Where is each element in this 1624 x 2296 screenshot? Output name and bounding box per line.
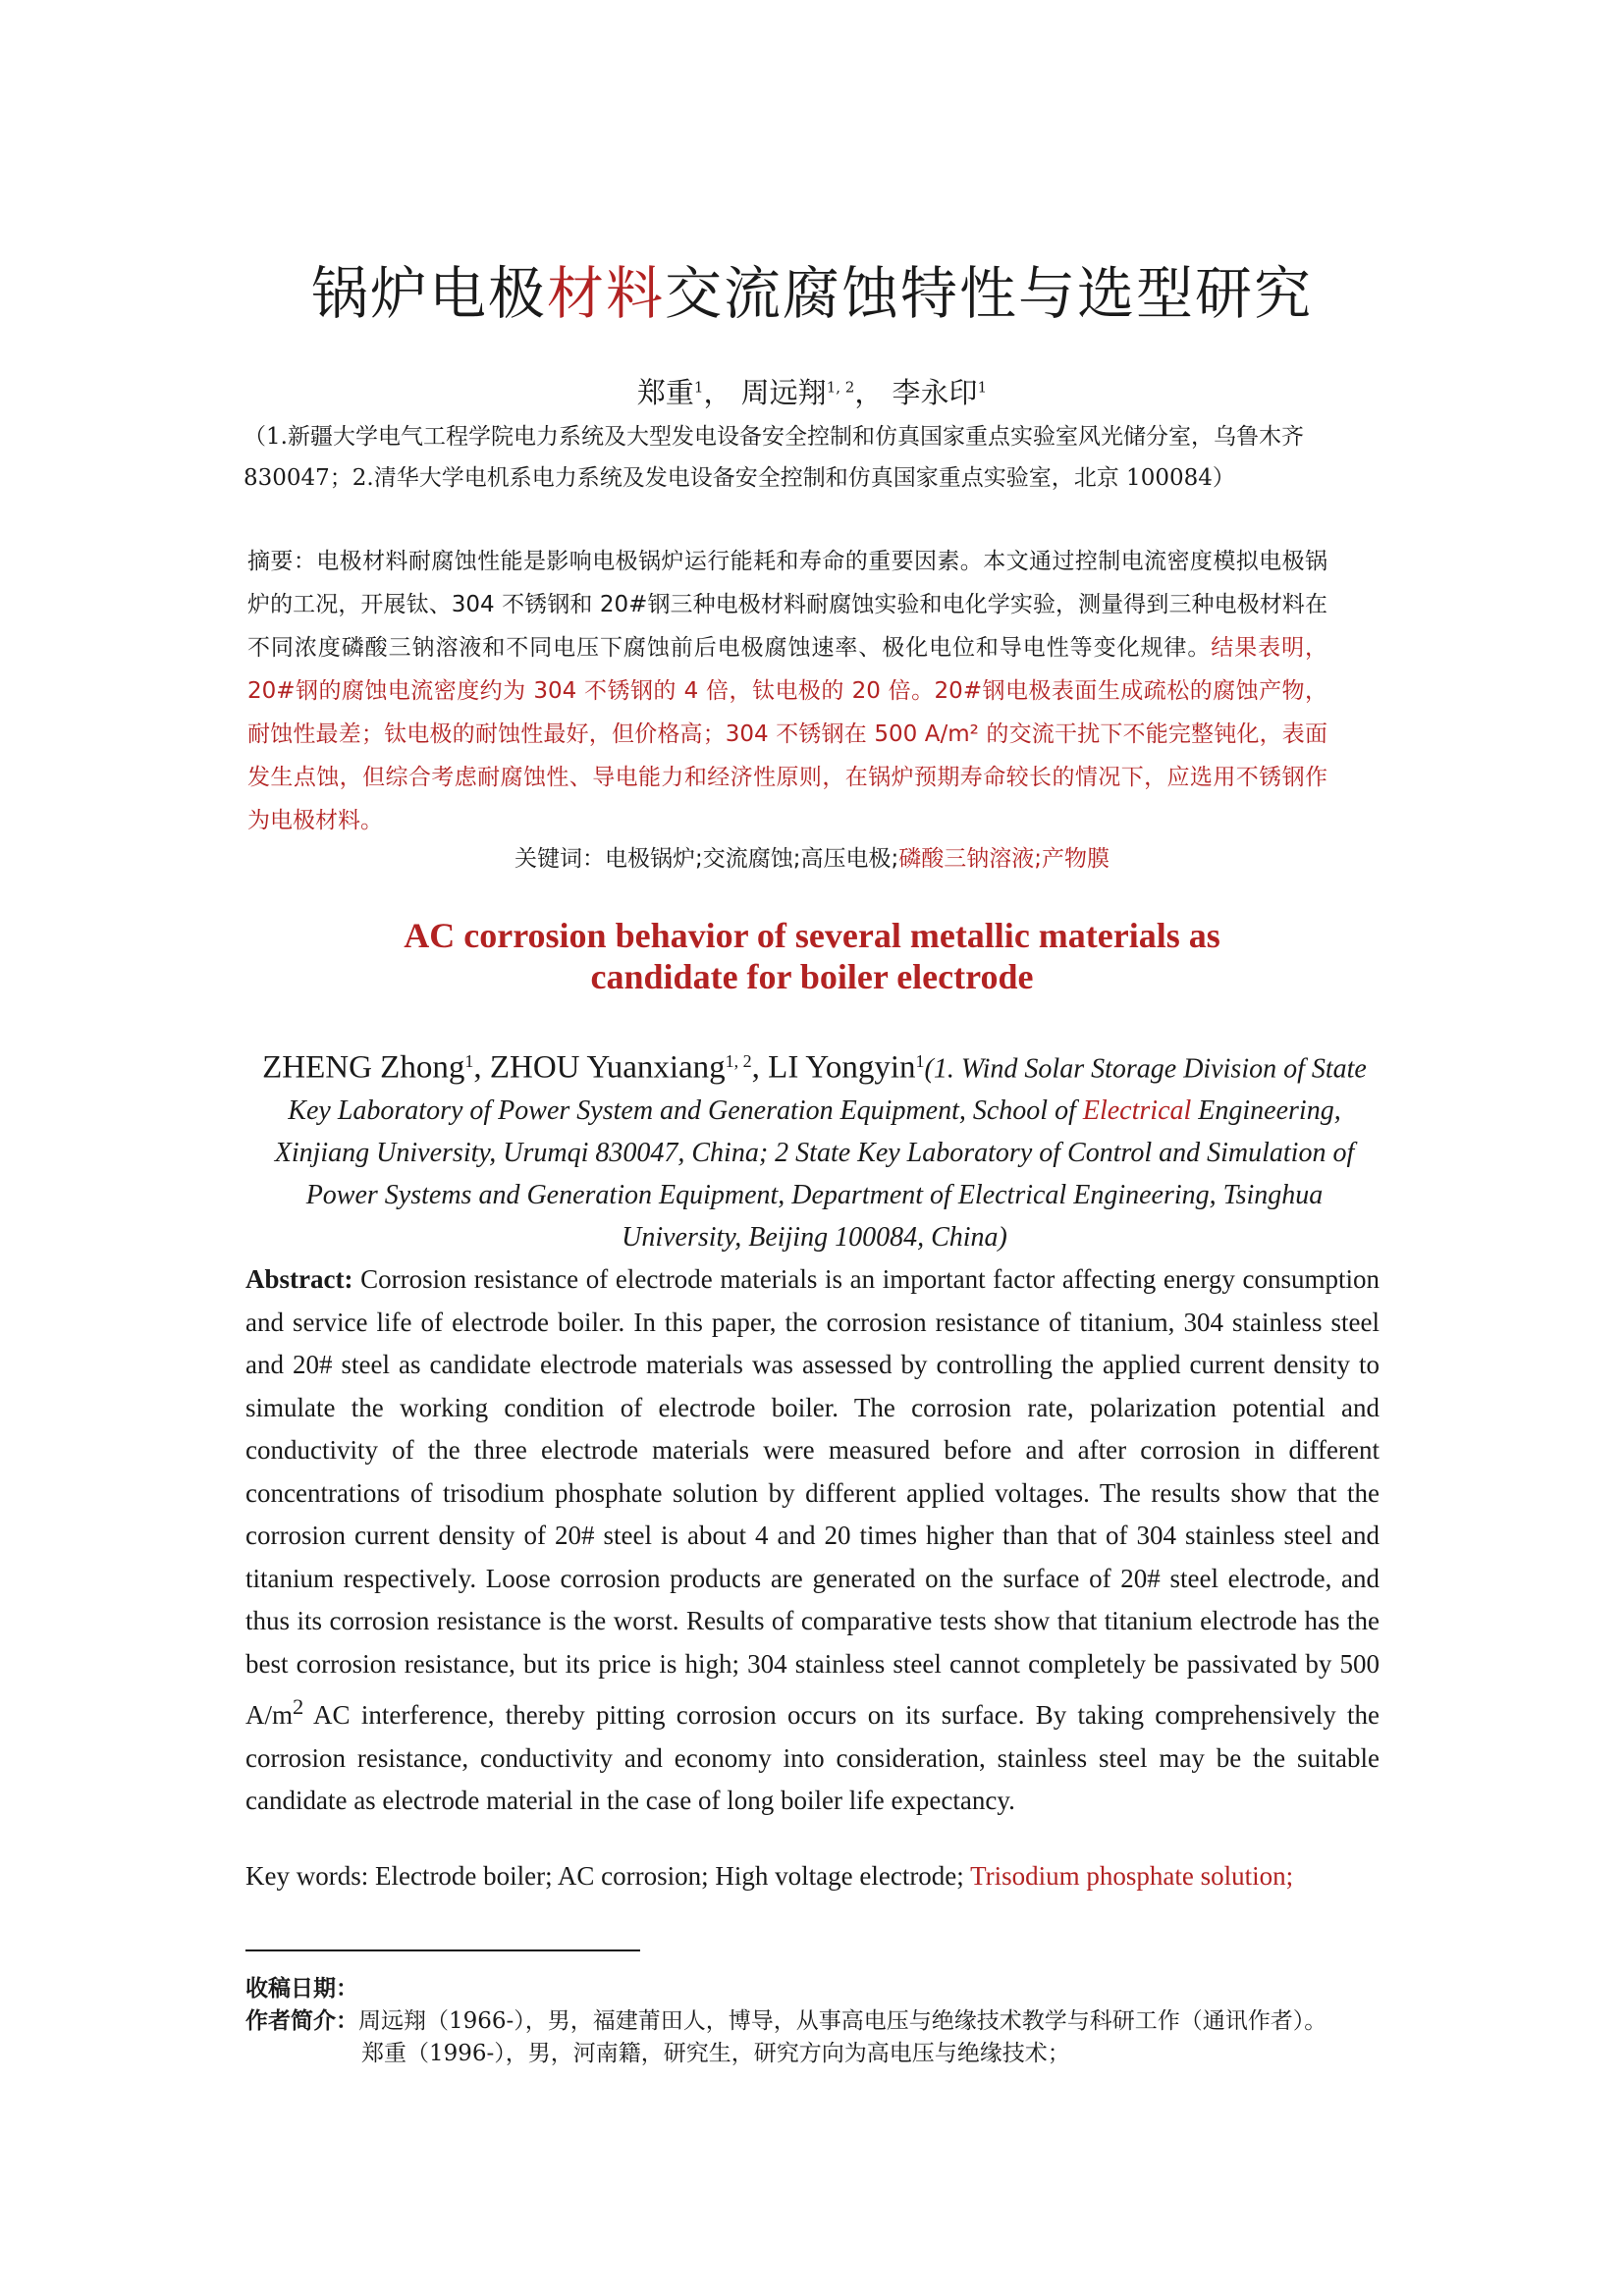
chinese-title-highlight: 材料 bbox=[546, 260, 665, 327]
author-bio-label: 作者简介： bbox=[245, 2008, 358, 2034]
author-bio-text: 周远翔（1966-），男，福建莆田人，博导，从事高电压与绝缘技术教学与科研工作（通讯作者）。 bbox=[358, 2008, 1327, 2034]
english-abstract bbox=[245, 1258, 1380, 1823]
english-keywords-highlight: Trisodium phosphate solution; bbox=[970, 1861, 1294, 1891]
author-affiliation-mark: 1 bbox=[915, 1051, 925, 1071]
chinese-keywords-text: 关键词：电极锅炉;交流腐蚀;高压电极; bbox=[514, 846, 899, 872]
author-name: 李永印 bbox=[892, 376, 978, 409]
chinese-abstract-text: 摘要：电极材料耐腐蚀性能是影响电极锅炉运行能耗和寿命的重要因素。本文通过控制电流密度模拟电极锅炉的工况，开展钛、304 不锈钢和 20#钢三种电极材料耐腐蚀实验和电化学实验，测量得到三种电极材料在不同浓度磷酸三钠溶液和不同电压下腐蚀前后电极腐蚀速率、极化电位和导电性等变化规律。 bbox=[247, 549, 1327, 661]
english-keywords bbox=[245, 1855, 1394, 1897]
author-name: 郑重 bbox=[636, 376, 694, 409]
author-affiliation-mark: 1 bbox=[977, 378, 988, 397]
chinese-authors bbox=[0, 371, 1624, 411]
author-bio-text-2: 郑重（1996-），男，河南籍，研究生，研究方向为高电压与绝缘技术； bbox=[361, 2041, 1070, 2066]
author-separator: , bbox=[473, 1049, 490, 1086]
chinese-abstract bbox=[247, 540, 1327, 842]
english-title-line1: AC corrosion behavior of several metallic materials as bbox=[404, 916, 1220, 955]
author-bio-line bbox=[245, 2005, 1355, 2038]
chinese-title-part2: 交流腐蚀特性与选型研究 bbox=[665, 260, 1314, 327]
english-author-name: ZHENG Zhong bbox=[262, 1049, 465, 1086]
english-abstract-text: Corrosion resistance of electrode materials is an important factor affecting energy consumption and service life of electrode boiler. In this paper, the corrosion resistance of titanium, 304 stainless steel and 20# steel as candidate electrode materials was assessed by controlling the applied current density to simulate the working condition of electrode boiler. The corrosion rate, polarization potential and conductivity of the three electrode materials were measured before and after corrosion in different concentrations of trisodium phosphate solution by different applied voltages. The results show that the corrosion current density of 20# steel is about 4 and 20 times higher than that of 304 stainless steel and titanium respectively. Loose corrosion products are generated on the surface of 20# steel electrode, and thus its corrosion resistance is the worst. Results of comparative tests show that titanium electrode has the best corrosion resistance, but its price is high; 304 stainless steel cannot completely be passivated by 500 A/m bbox=[245, 1264, 1380, 1730]
chinese-keywords bbox=[0, 840, 1624, 873]
english-keywords-text: Key words: Electrode boiler; AC corrosion; High voltage electrode; bbox=[245, 1861, 971, 1891]
chinese-affiliation: （1.新疆大学电气工程学院电力系统及大型发电设备安全控制和仿真国家重点实验室风光储分室，乌鲁木齐 830047；2.清华大学电机系电力系统及发电设备安全控制和仿真国家重点实验室，北京 100084） bbox=[244, 424, 1304, 491]
unit-superscript: 2 bbox=[293, 1694, 304, 1719]
english-affiliation-highlight: Electrical bbox=[1082, 1095, 1192, 1127]
english-author-name: LI Yongyin bbox=[768, 1049, 916, 1086]
footnote-divider bbox=[245, 1949, 640, 1951]
author-bio-line-2 bbox=[245, 2038, 1355, 2070]
chinese-title bbox=[0, 247, 1624, 330]
english-author-name: ZHOU Yuanxiang bbox=[489, 1049, 726, 1086]
author-separator: ， bbox=[703, 376, 732, 409]
english-title bbox=[0, 915, 1624, 997]
chinese-abstract-conclusion: 结果表明，20#钢的腐蚀电流密度约为 304 不锈钢的 4 倍，钛电极的 20 倍。20#钢电极表面生成疏松的腐蚀产物，耐蚀性最差；钛电极的耐蚀性最好，但价格高；304 不锈钢在 500 A/m² 的交流干扰下不能完整钝化，表面发生点蚀，但综合考虑耐腐蚀性、导电能力和经济性原则，在锅炉预期寿命较长的情况下，应选用不锈钢作为电极材料。 bbox=[247, 635, 1328, 833]
received-date-label: 收稿日期： bbox=[245, 1976, 358, 2002]
english-affiliation-rest: Engineering, Xinjiang University, Urumqi 830047, China; 2 State Key Laboratory of Control and Simulation of Power Systems and Generation Equipment, Department of Electrical Engineering, Tsinghua University, Beijing 100084, China) bbox=[274, 1095, 1355, 1254]
author-affiliation-mark: 1, 2 bbox=[725, 1051, 752, 1071]
english-authors-affiliation bbox=[247, 1041, 1381, 1258]
english-abstract-text-rest: AC interference, thereby pitting corrosion occurs on its surface. By taking comprehensively the corrosion resistance, conductivity and economy into consideration, stainless steel may be the suitable candidate as electrode material in the case of long boiler life expectancy. bbox=[245, 1700, 1380, 1815]
footnotes bbox=[245, 1973, 1355, 2070]
author-affiliation-mark: 1, 2 bbox=[826, 378, 855, 397]
english-title-line2: candidate for boiler electrode bbox=[590, 957, 1034, 996]
abstract-label: Abstract: bbox=[245, 1264, 353, 1294]
chinese-title-part1: 锅炉电极 bbox=[310, 260, 547, 327]
author-affiliation-mark: 1 bbox=[693, 378, 704, 397]
chinese-keywords-highlight: 磷酸三钠溶液;产物膜 bbox=[898, 846, 1110, 872]
english-affiliation: (1. Wind Solar Storage Division of State Key Laboratory of Power System and Generation Equipment, School of bbox=[288, 1053, 1367, 1127]
author-separator: , bbox=[751, 1049, 769, 1086]
author-separator: ， bbox=[854, 376, 884, 409]
author-name: 周远翔 bbox=[740, 376, 827, 409]
author-affiliation-mark: 1 bbox=[464, 1051, 474, 1071]
received-date-line bbox=[245, 1973, 1355, 2005]
